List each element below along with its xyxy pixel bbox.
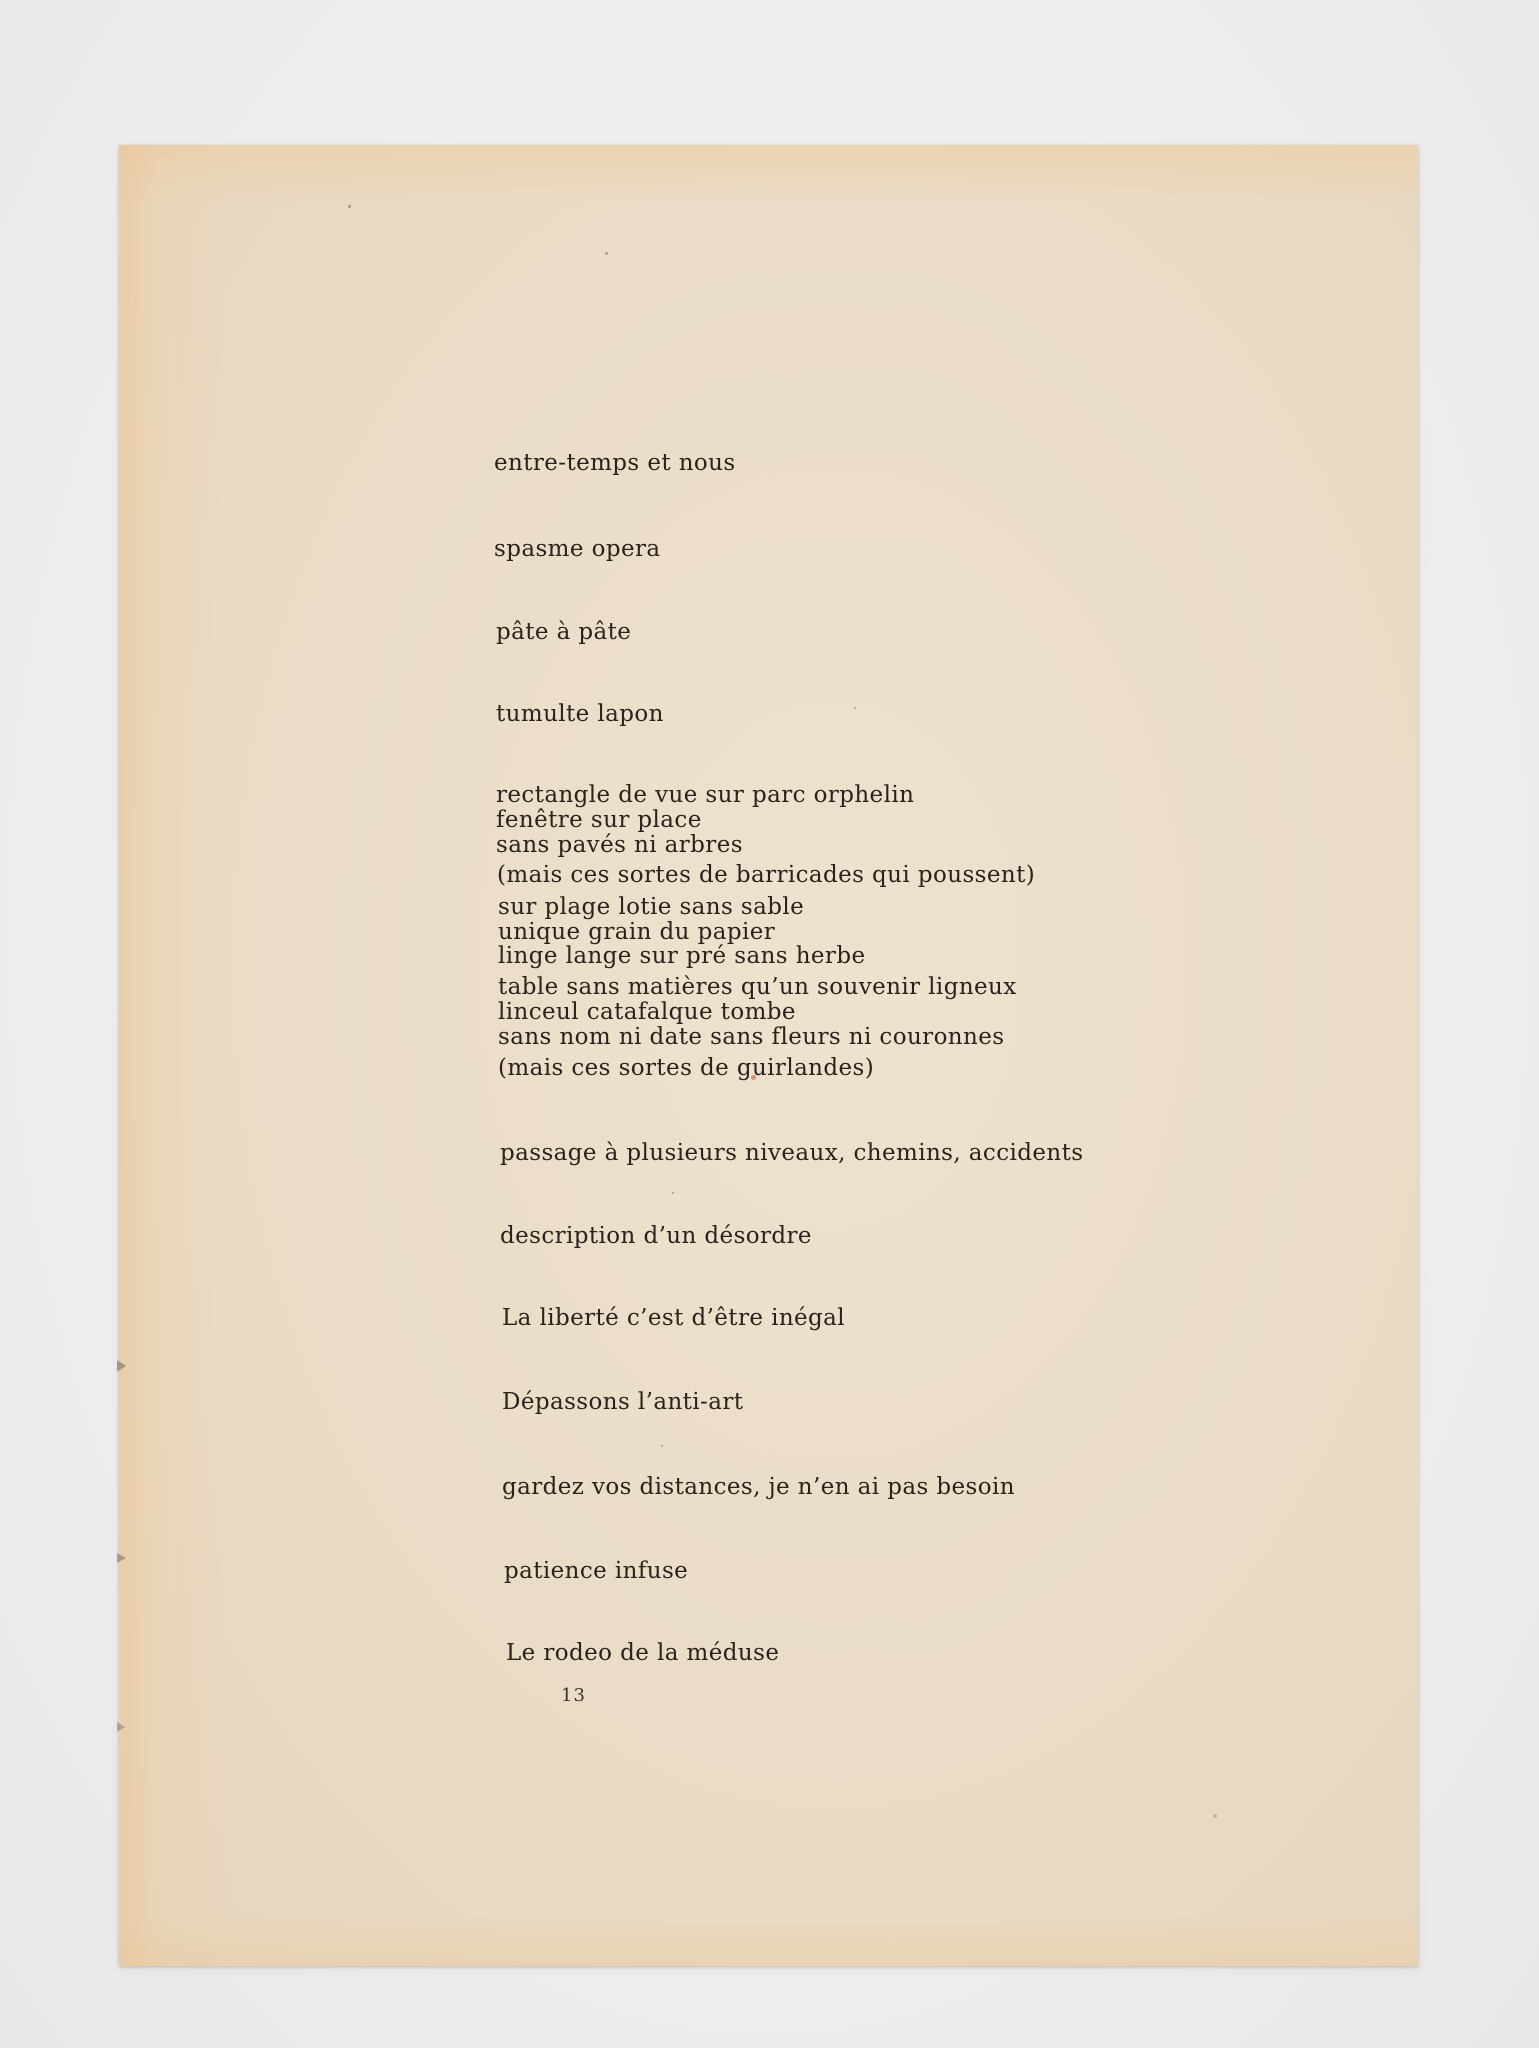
paper-speck <box>661 1445 663 1447</box>
binding-notch <box>117 1360 126 1372</box>
poem-line: Dépassons l’anti-art <box>502 1389 744 1415</box>
poem-line: description d’un désordre <box>500 1223 812 1249</box>
poem-line: patience infuse <box>504 1558 689 1584</box>
poem-line: sur plage lotie sans sable <box>498 894 805 920</box>
poem-line: linceul catafalque tombe <box>498 999 796 1025</box>
paper-speck <box>854 707 856 709</box>
page-number: 13 <box>561 1685 586 1706</box>
poem-line: tumulte lapon <box>496 701 664 727</box>
paper-speck <box>1213 1814 1217 1818</box>
binding-notch <box>117 1553 126 1563</box>
poem-line: (mais ces sortes de barricades qui poussent) <box>497 862 1036 888</box>
poem-line: sans pavés ni arbres <box>496 832 743 858</box>
poem-line: gardez vos distances, je n’en ai pas besoin <box>502 1474 1015 1500</box>
poem-line: Le rodeo de la méduse <box>506 1640 780 1666</box>
poem-line: fenêtre sur place <box>496 807 702 833</box>
poem-line: La liberté c’est d’être inégal <box>502 1305 846 1331</box>
poem-line: rectangle de vue sur parc orphelin <box>496 782 915 808</box>
poem-line: spasme opera <box>494 536 661 562</box>
paper-speck <box>672 1192 674 1194</box>
poem-line: sans nom ni date sans fleurs ni couronnes <box>498 1024 1005 1050</box>
poem-line: table sans matières qu’un souvenir ligneux <box>498 974 1017 1000</box>
poem-line: pâte à pâte <box>496 619 632 645</box>
paper-speck <box>348 205 351 208</box>
poem-line: passage à plusieurs niveaux, chemins, accidents <box>500 1140 1084 1166</box>
poem-line: entre-temps et nous <box>494 450 736 476</box>
poem-line: unique grain du papier <box>498 919 776 945</box>
paper-speck <box>605 252 608 255</box>
poem-line: (mais ces sortes de guirlandes) <box>498 1055 875 1081</box>
binding-notch <box>117 1722 125 1732</box>
poem-line: linge lange sur pré sans herbe <box>498 943 866 969</box>
paper-sheet <box>119 145 1418 1966</box>
